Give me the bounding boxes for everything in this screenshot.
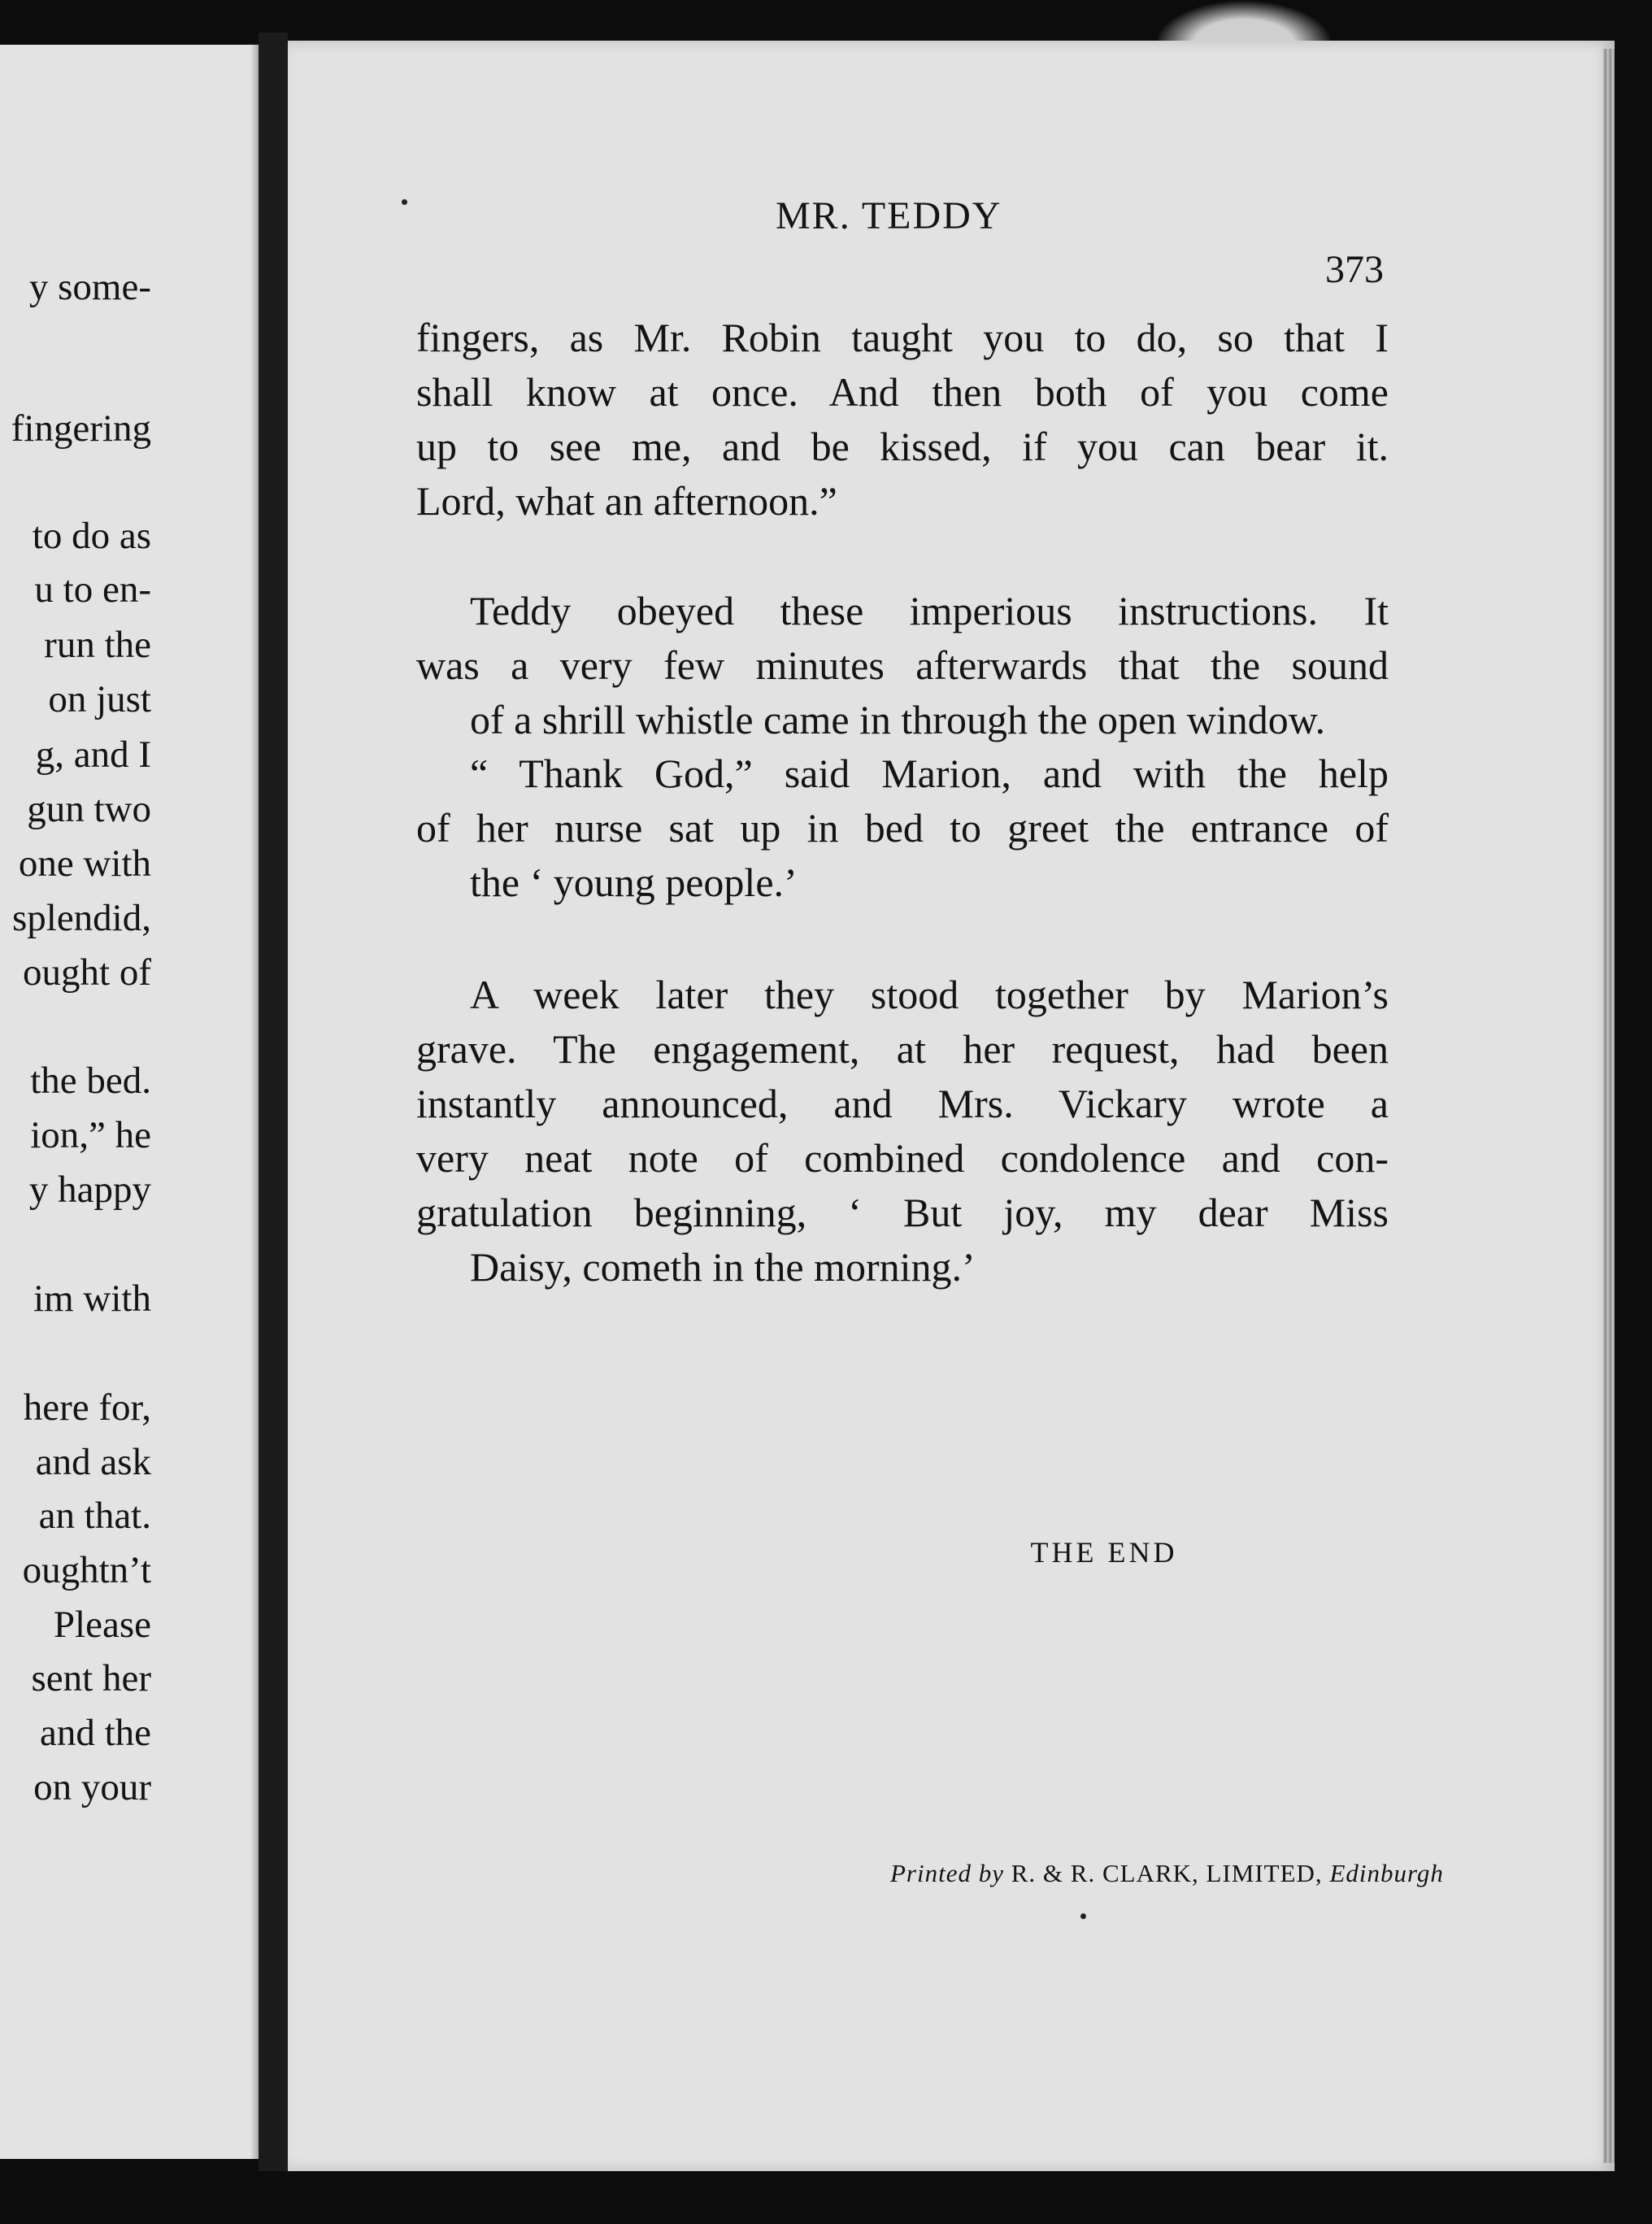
left-page-line: gun two (27, 788, 151, 830)
text-line: Teddy obeyed these imperious instructions. It (470, 588, 1389, 633)
text-line: gratulation beginning, ‘ But joy, my dear Miss (416, 1190, 1389, 1235)
text-line: Daisy, cometh in the morning.’ (470, 1244, 976, 1290)
paragraph-2 (416, 584, 1389, 747)
stray-mark (1080, 1913, 1086, 1919)
book-gutter (259, 33, 288, 2171)
left-page-line: and the (39, 1712, 151, 1754)
text-line: fingers, as Mr. Robin taught you to do, so that I (416, 315, 1389, 360)
printer-imprint (890, 1859, 1444, 1888)
left-page-line: an that. (38, 1495, 151, 1537)
left-page-line: y some- (28, 266, 151, 308)
left-facing-page (0, 45, 259, 2159)
running-head: MR. TEDDY (776, 194, 1002, 237)
page-edge (1603, 49, 1615, 2163)
left-page-line: ion,” he (30, 1114, 151, 1156)
text-line: instantly announced, and Mrs. Vickary wrote a (416, 1081, 1389, 1126)
text-line: very neat note of combined condolence and con- (416, 1135, 1389, 1181)
left-page-line: g, and I (35, 733, 151, 776)
left-page-line: im with (33, 1277, 151, 1320)
page-number: 373 (1325, 248, 1384, 291)
left-page-line: y happy (28, 1169, 151, 1211)
left-page-shadow (250, 45, 259, 2159)
text-line: shall know at once. And then both of you come (416, 369, 1389, 415)
text-line: grave. The engagement, at her request, had been (416, 1026, 1389, 1072)
left-page-line: splendid, (11, 897, 151, 939)
left-page-line: on just (48, 678, 151, 720)
left-page-line: u to en- (34, 568, 151, 611)
text-line: Lord, what an afternoon.” (416, 478, 837, 524)
left-page-line: oughtn’t (22, 1549, 151, 1591)
torn-paper-edge (1154, 0, 1333, 45)
left-page-line: here for, (23, 1386, 151, 1429)
text-line: A week later they stood together by Marion’s (470, 972, 1389, 1017)
stray-mark (402, 199, 407, 205)
left-page-line: Please (53, 1604, 151, 1646)
imprint-city: Edinburgh (1329, 1859, 1444, 1887)
left-page-line: fingering (11, 407, 151, 450)
text-line: up to see me, and be kissed, if you can bear it. (416, 424, 1389, 469)
left-page-line: ought of (23, 951, 151, 994)
imprint-printer: R. & R. CLARK, LIMITED, (1011, 1859, 1323, 1887)
left-page-line: one with (18, 842, 151, 885)
paragraph-3 (416, 746, 1389, 910)
left-page-line: run the (44, 624, 151, 666)
left-page-line: the bed. (30, 1060, 151, 1102)
imprint-printed-by: Printed by (890, 1859, 1004, 1887)
left-page-line: to do as (32, 515, 151, 557)
the-end-text: THE END (1030, 1536, 1178, 1569)
right-page (288, 41, 1615, 2171)
left-page-line: on your (33, 1766, 151, 1808)
text-line: of a shrill whistle came in through the open window. (470, 697, 1326, 742)
left-page-line: and ask (35, 1441, 151, 1483)
text-line: “ Thank God,” said Marion, and with the help (470, 751, 1389, 796)
text-line: was a very few minutes afterwards that the sound (416, 642, 1389, 688)
paragraph-1 (416, 311, 1389, 529)
text-line: the ‘ young people.’ (470, 860, 798, 905)
text-line: of her nurse sat up in bed to greet the entrance of (416, 805, 1389, 851)
left-page-line: sent her (31, 1657, 151, 1700)
paragraph-4 (416, 968, 1389, 1295)
